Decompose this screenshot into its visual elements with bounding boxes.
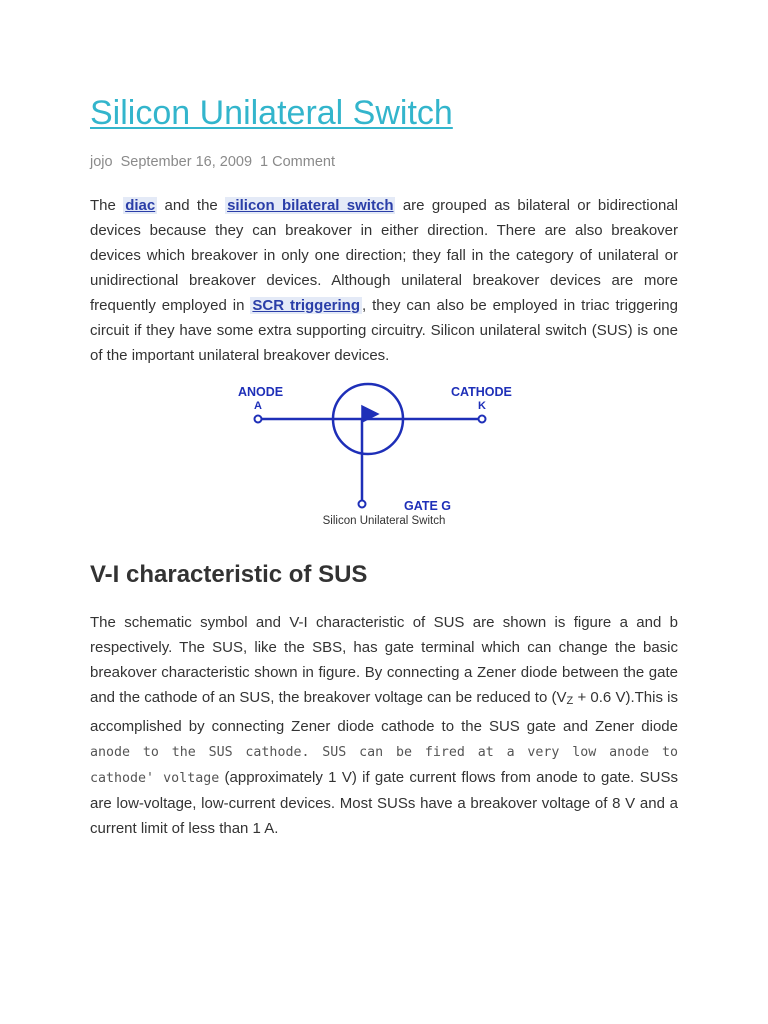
intro-text-3: are grouped as bilateral or bidirectional devices because they can breakover in either direction. There are also breakover devices which breakover in only one direction; they fall in the category of unilateral or unidirectional breakover devices. Although unilateral breakover devices are more frequently employed in xyxy=(90,197,678,314)
diac-link[interactable]: diac xyxy=(125,197,156,214)
cathode-letter: K xyxy=(478,400,486,412)
scr-triggering-link[interactable]: SCR triggering xyxy=(252,297,361,314)
gate-label: GATE G xyxy=(404,499,451,513)
sus-schematic-symbol xyxy=(238,376,528,516)
figure-caption: Silicon Unilateral Switch xyxy=(322,515,446,527)
silicon-bilateral-switch-link[interactable]: silicon bilateral switch xyxy=(227,197,394,214)
section-heading: V-I characteristic of SUS xyxy=(90,561,368,588)
intro-text-4: , they can also be employed in triac triggering circuit if they have some extra supporting circuitry. Silicon unilateral switch (SUS) is one of the important unilateral breakover devices. xyxy=(90,297,678,364)
vi-text-1: The schematic symbol and V-I characteristic of SUS are shown is figure a and b respectively. The SUS, like the SBS, has gate terminal which can change the basic breakover characteristic shown in figure. By connecting a Zener diode between the gate and the cathode of an SUS, the breakover voltage can be reduced to (V xyxy=(90,614,678,706)
anode-letter: A xyxy=(254,400,262,412)
post-meta xyxy=(90,154,339,170)
intro-text-2: and the xyxy=(157,197,226,214)
intro-paragraph xyxy=(90,193,678,368)
vi-text-2: + 0.6 V).This is accomplished by connecting Zener diode cathode to the SUS gate and Zener diode xyxy=(90,689,678,735)
article-title[interactable]: Silicon Unilateral Switch xyxy=(90,94,453,132)
intro-text-1: The xyxy=(90,197,124,214)
vi-text-3: (approximately 1 V) if gate current flows from anode to gate. SUSs are low-voltage, low-current devices. Most SUSs have a breakover voltage of 8 V and a current limit of less than 1 A. xyxy=(90,769,678,837)
sus-symbol-figure xyxy=(238,376,528,516)
author-link[interactable]: jojo xyxy=(90,154,113,170)
vi-text-mono: anode to the SUS cathode. SUS can be fired at a very low anode to cathode' voltage xyxy=(90,745,678,786)
gate-terminal-dot xyxy=(359,501,366,508)
anode-label: ANODE xyxy=(238,385,284,399)
vi-paragraph xyxy=(90,610,678,841)
anode-terminal-dot xyxy=(255,416,262,423)
cathode-label: CATHODE xyxy=(451,385,512,399)
comments-link[interactable]: 1 Comment xyxy=(260,154,335,170)
post-date[interactable]: September 16, 2009 xyxy=(120,154,253,170)
zener-subscript: Z xyxy=(566,695,574,707)
cathode-terminal-dot xyxy=(479,416,486,423)
